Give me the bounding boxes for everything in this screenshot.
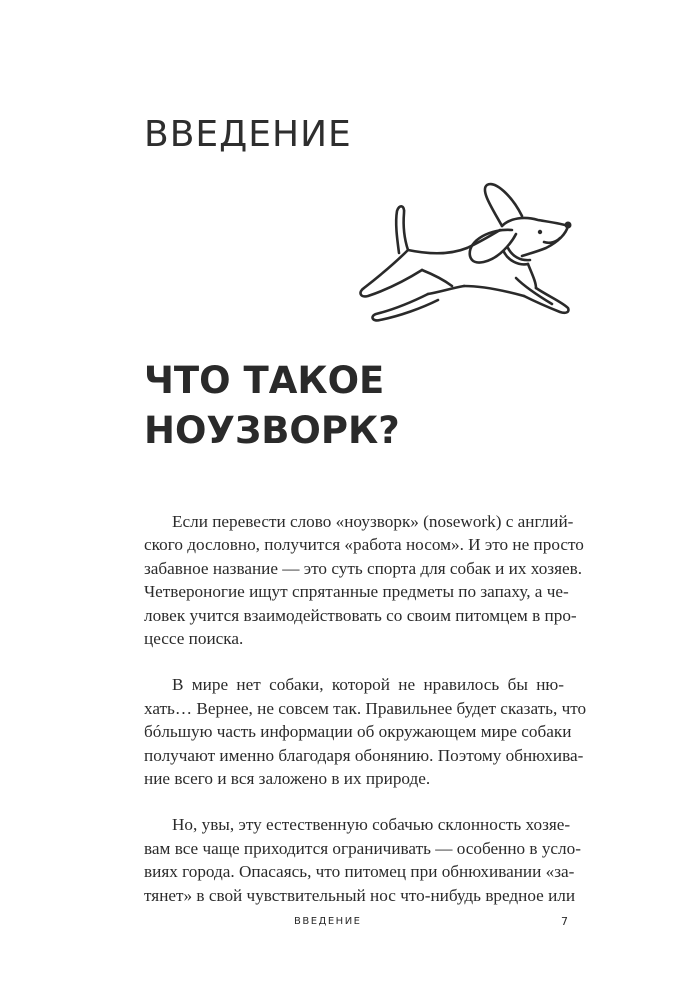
text-line: забавное название — это суть спорта для собак и их хозяев. [144, 558, 583, 578]
text-line: ского дословно, получится «работа носом». И это не просто [144, 535, 584, 555]
text-line: Четвероногие ищут спрятанные предметы по запаху, а че- [144, 582, 569, 602]
paragraph-1 [144, 510, 584, 650]
text-line: бóльшую часть информации об окружающем мире собаки [144, 722, 572, 742]
text-line: ловек учится взаимодействовать со своим питомцем в про- [144, 605, 577, 625]
text-line: ние всего и вся заложено в их природе. [144, 769, 431, 789]
text-line: тянет» в свой чувствительный нос что-нибудь вредное или [144, 885, 576, 905]
text-line: В мире нет собаки, которой не нравилось бы ню- [172, 675, 564, 695]
chapter-title: ВВЕДЕНИЕ [144, 114, 352, 155]
paragraph-3 [144, 813, 581, 907]
paragraph-2 [144, 673, 587, 790]
text-line: Если перевести слово «ноузворк» (nosework) с англий- [172, 512, 574, 531]
section-heading-line-2: НОУЗВОРК? [144, 409, 400, 452]
running-dog-icon [352, 178, 582, 328]
page-number: 7 [561, 915, 568, 928]
text-line: Но, увы, эту естественную собачью склонность хозяе- [172, 815, 571, 835]
text-line: цессе поиска. [144, 629, 244, 649]
text-line: получают именно благодаря обонянию. Поэтому обнюхива- [144, 745, 584, 765]
body-text [144, 510, 587, 930]
running-head: ВВЕДЕНИЕ [294, 916, 362, 927]
text-line: хать… Вернее, не совсем так. Правильнее будет сказать, что [144, 698, 587, 718]
text-line: виях города. Опасаясь, что питомец при обнюхивании «за- [144, 862, 575, 882]
section-heading-line-1: ЧТО ТАКОЕ [144, 359, 385, 402]
section-heading [144, 356, 564, 456]
text-line: вам все чаще приходится ограничивать — особенно в усло- [144, 838, 581, 858]
